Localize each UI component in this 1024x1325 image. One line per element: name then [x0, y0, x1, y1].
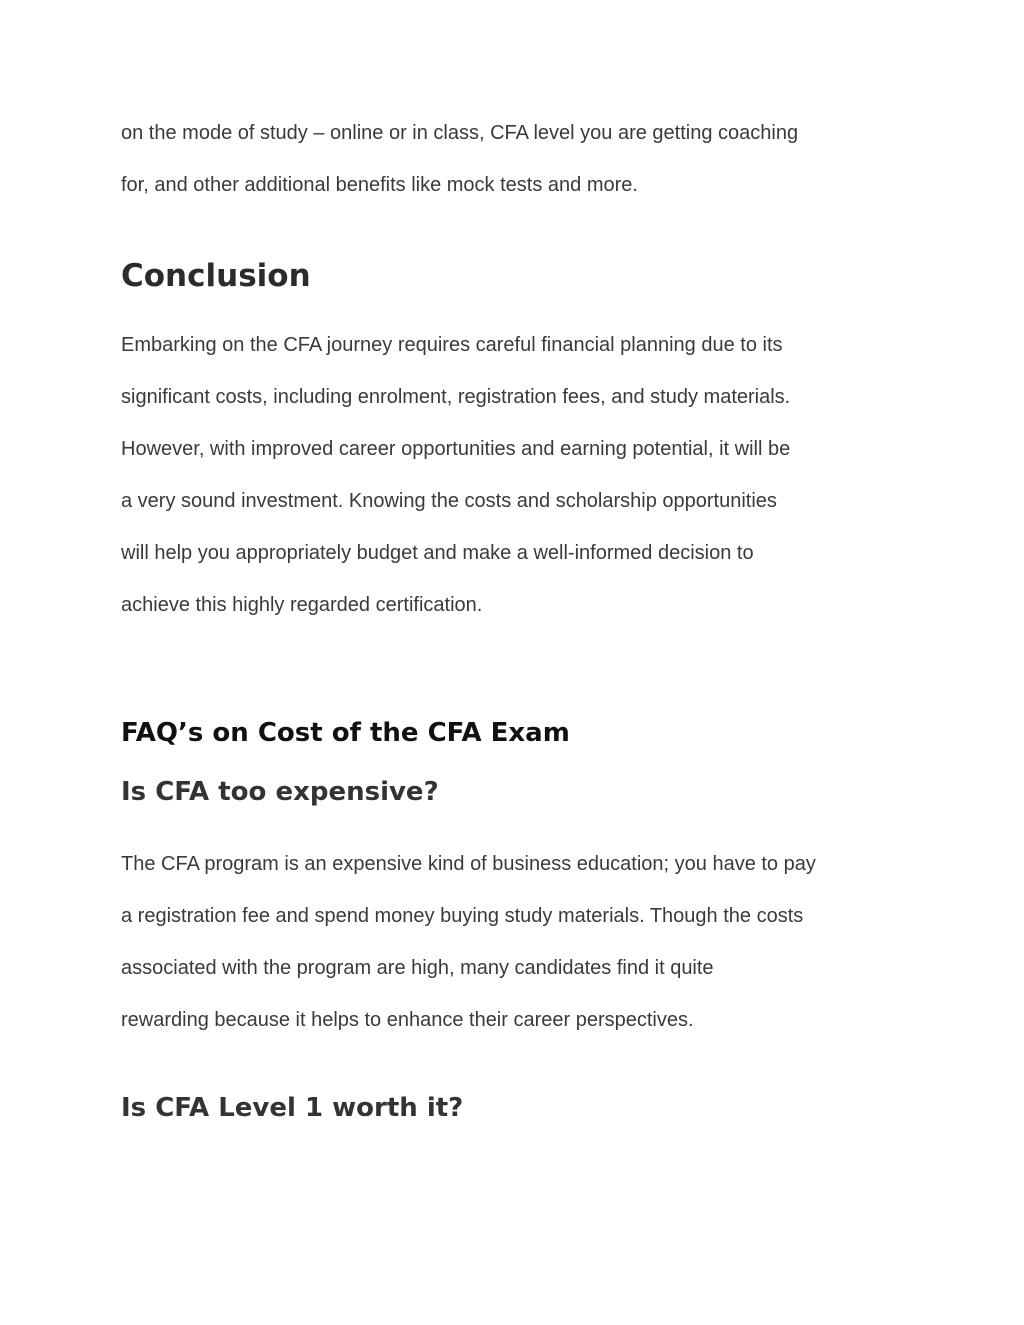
- faq-answer-line: associated with the program are high, many candidates find it quite: [121, 957, 714, 979]
- intro-paragraph: [121, 107, 911, 211]
- faq-question-1: Is CFA too expensive?: [121, 777, 439, 807]
- intro-line: for, and other additional benefits like mock tests and more.: [121, 174, 638, 196]
- faq-question-2: Is CFA Level 1 worth it?: [121, 1093, 464, 1123]
- faq-answer-line: a registration fee and spend money buying study materials. Though the costs: [121, 905, 804, 927]
- conclusion-line: a very sound investment. Knowing the costs and scholarship opportunities: [121, 490, 777, 512]
- faq-answer-line: rewarding because it helps to enhance their career perspectives.: [121, 1009, 694, 1031]
- conclusion-heading: Conclusion: [121, 258, 311, 294]
- conclusion-line: will help you appropriately budget and make a well-informed decision to: [121, 542, 754, 564]
- conclusion-line: significant costs, including enrolment, registration fees, and study materials.: [121, 386, 791, 408]
- conclusion-line: However, with improved career opportunities and earning potential, it will be: [121, 438, 791, 460]
- conclusion-line: achieve this highly regarded certification.: [121, 594, 483, 616]
- conclusion-paragraph: [121, 319, 911, 631]
- faq-heading: FAQ’s on Cost of the CFA Exam: [121, 718, 570, 748]
- intro-line: on the mode of study – online or in class, CFA level you are getting coaching: [121, 122, 799, 144]
- conclusion-line: Embarking on the CFA journey requires careful financial planning due to its: [121, 334, 783, 356]
- faq-answer-1: [121, 838, 911, 1046]
- faq-answer-line: The CFA program is an expensive kind of business education; you have to pay: [121, 853, 816, 875]
